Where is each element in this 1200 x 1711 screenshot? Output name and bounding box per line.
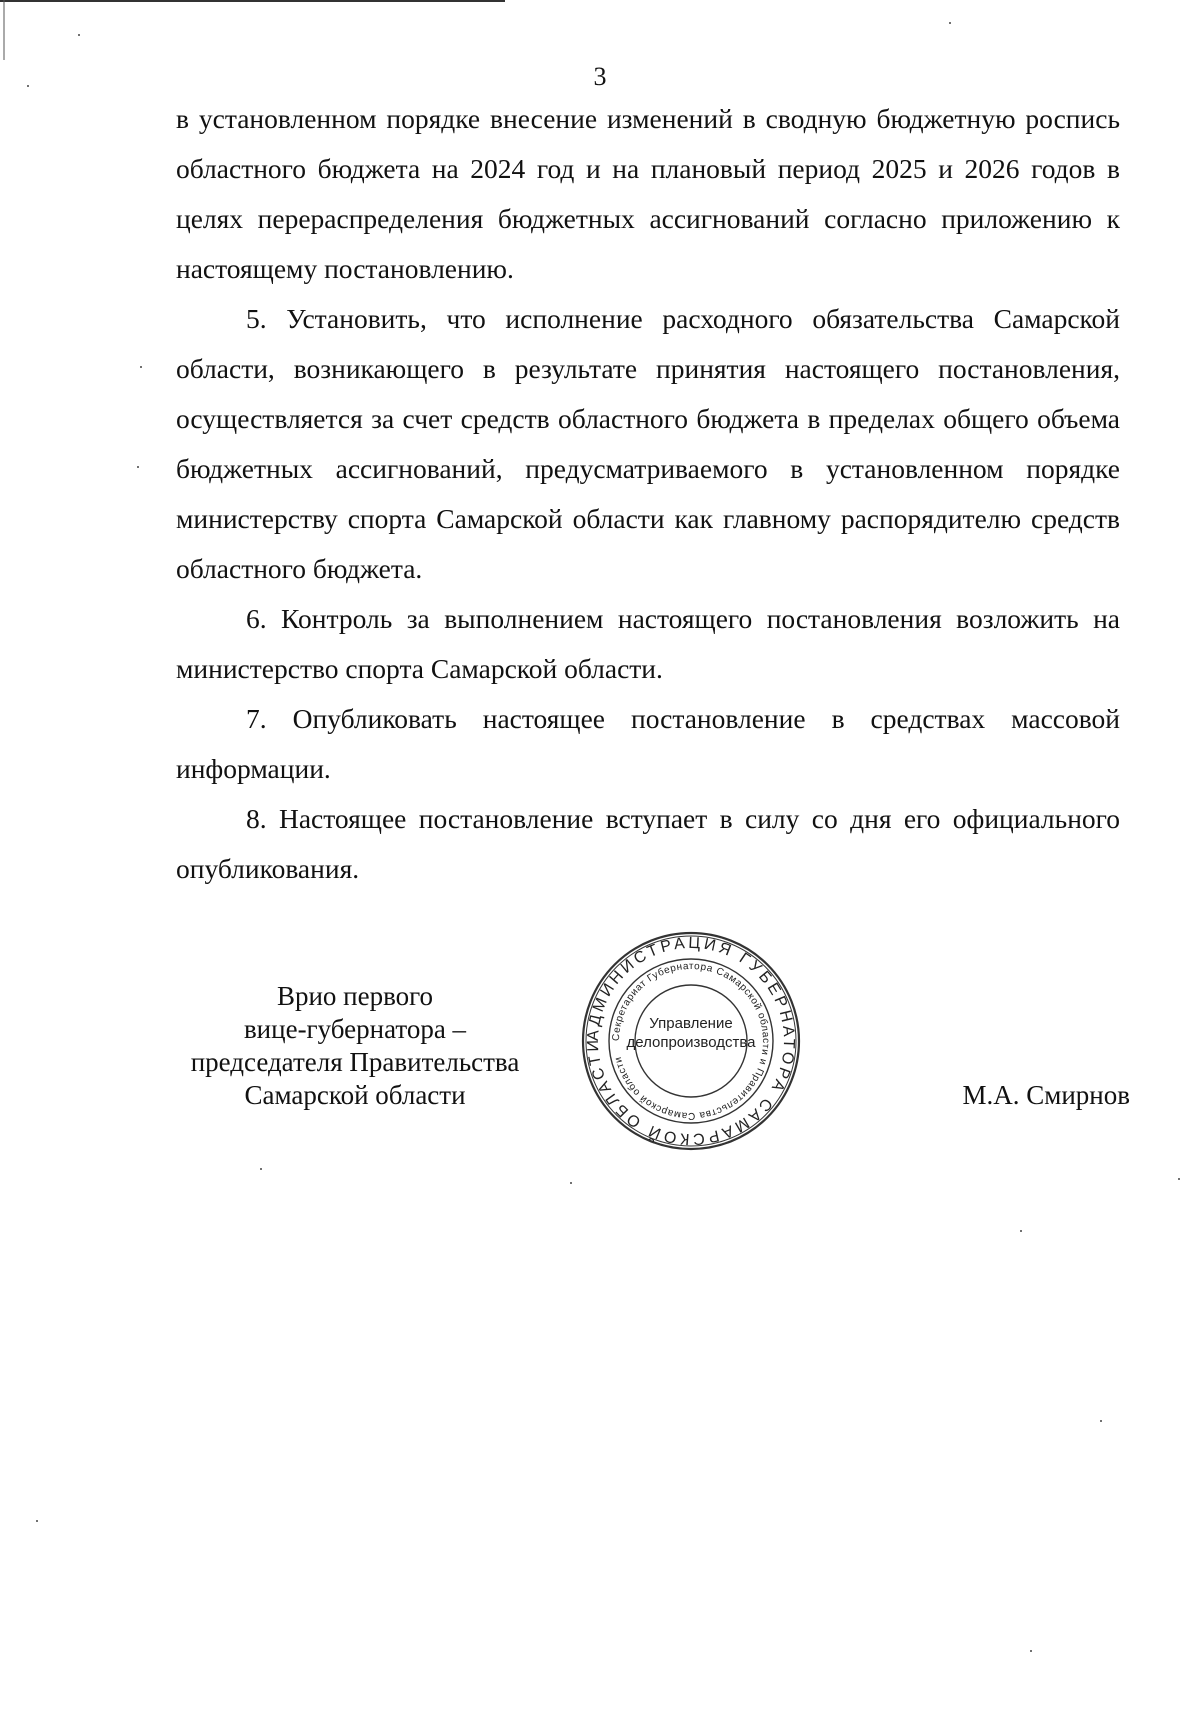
paragraph-5: 5. Установить, что исполнение расходного обязательства Самарской области, возникающего в результате принятия настоящего постановления, осуществляется за счет средств областного бюджета в пределах общего объема бюджетных ассигнований, предусматриваемого в установленном порядке министерству спорта Самарской области как главному распорядителю средств областного бюджета. (176, 303, 1120, 584)
stamp-center-line: делопроизводства (626, 1034, 756, 1051)
scan-speck (949, 22, 951, 24)
scan-speck (137, 466, 139, 468)
paragraph-8: 8. Настоящее постановление вступает в силу со дня его официального опубликования. (176, 803, 1120, 884)
scan-speck (140, 366, 142, 368)
signatory-title-line: председателя Правительства (190, 1047, 520, 1077)
signer-name: М.А. Смирнов (962, 1080, 1130, 1110)
signatory-title-line: Врио первого (276, 981, 434, 1011)
scan-speck (1020, 1230, 1022, 1232)
scan-speck (78, 34, 80, 36)
left-edge-mark (3, 0, 5, 60)
scan-speck (1100, 1420, 1102, 1422)
stamp-outer-text: АДМИНИСТРАЦИЯ ГУБЕРНАТОРА САМАРСКОЙ ОБЛАСТИ (584, 934, 798, 1148)
scan-speck (570, 1182, 572, 1184)
stamp-center-text (618, 1014, 764, 1052)
scan-speck (27, 85, 29, 87)
signatory-title-line: вице-губернатора – (243, 1014, 467, 1044)
paragraph-6: 6. Контроль за выполнением настоящего постановления возложить на министерство спорта Самарской области. (176, 603, 1120, 684)
scan-speck (1030, 1650, 1032, 1652)
signatory-title-line: Самарской области (244, 1080, 466, 1110)
document-body (176, 94, 1120, 894)
scan-speck (1178, 1178, 1180, 1180)
paragraph-7: 7. Опубликовать настоящее постановление в средствах массовой информации. (176, 703, 1120, 784)
stamp-center-line: Управление (649, 1015, 733, 1032)
paragraph-continuation: в установленном порядке внесение изменений в сводную бюджетную роспись областного бюджета на 2024 год и на плановый период 2025 и 2026 годов в целях перераспределения бюджетных ассигнований согласно приложению к настоящему постановлению. (176, 103, 1120, 284)
top-border-line (0, 0, 505, 2)
scan-speck (36, 1520, 38, 1522)
official-stamp (578, 928, 804, 1154)
signatory-title (160, 980, 550, 1112)
page-number: 3 (593, 62, 607, 91)
scan-speck (260, 1168, 262, 1170)
stamp-inner-text: Секретариат Губернатора Самарской области и Правительства Самарской области (610, 960, 772, 1122)
